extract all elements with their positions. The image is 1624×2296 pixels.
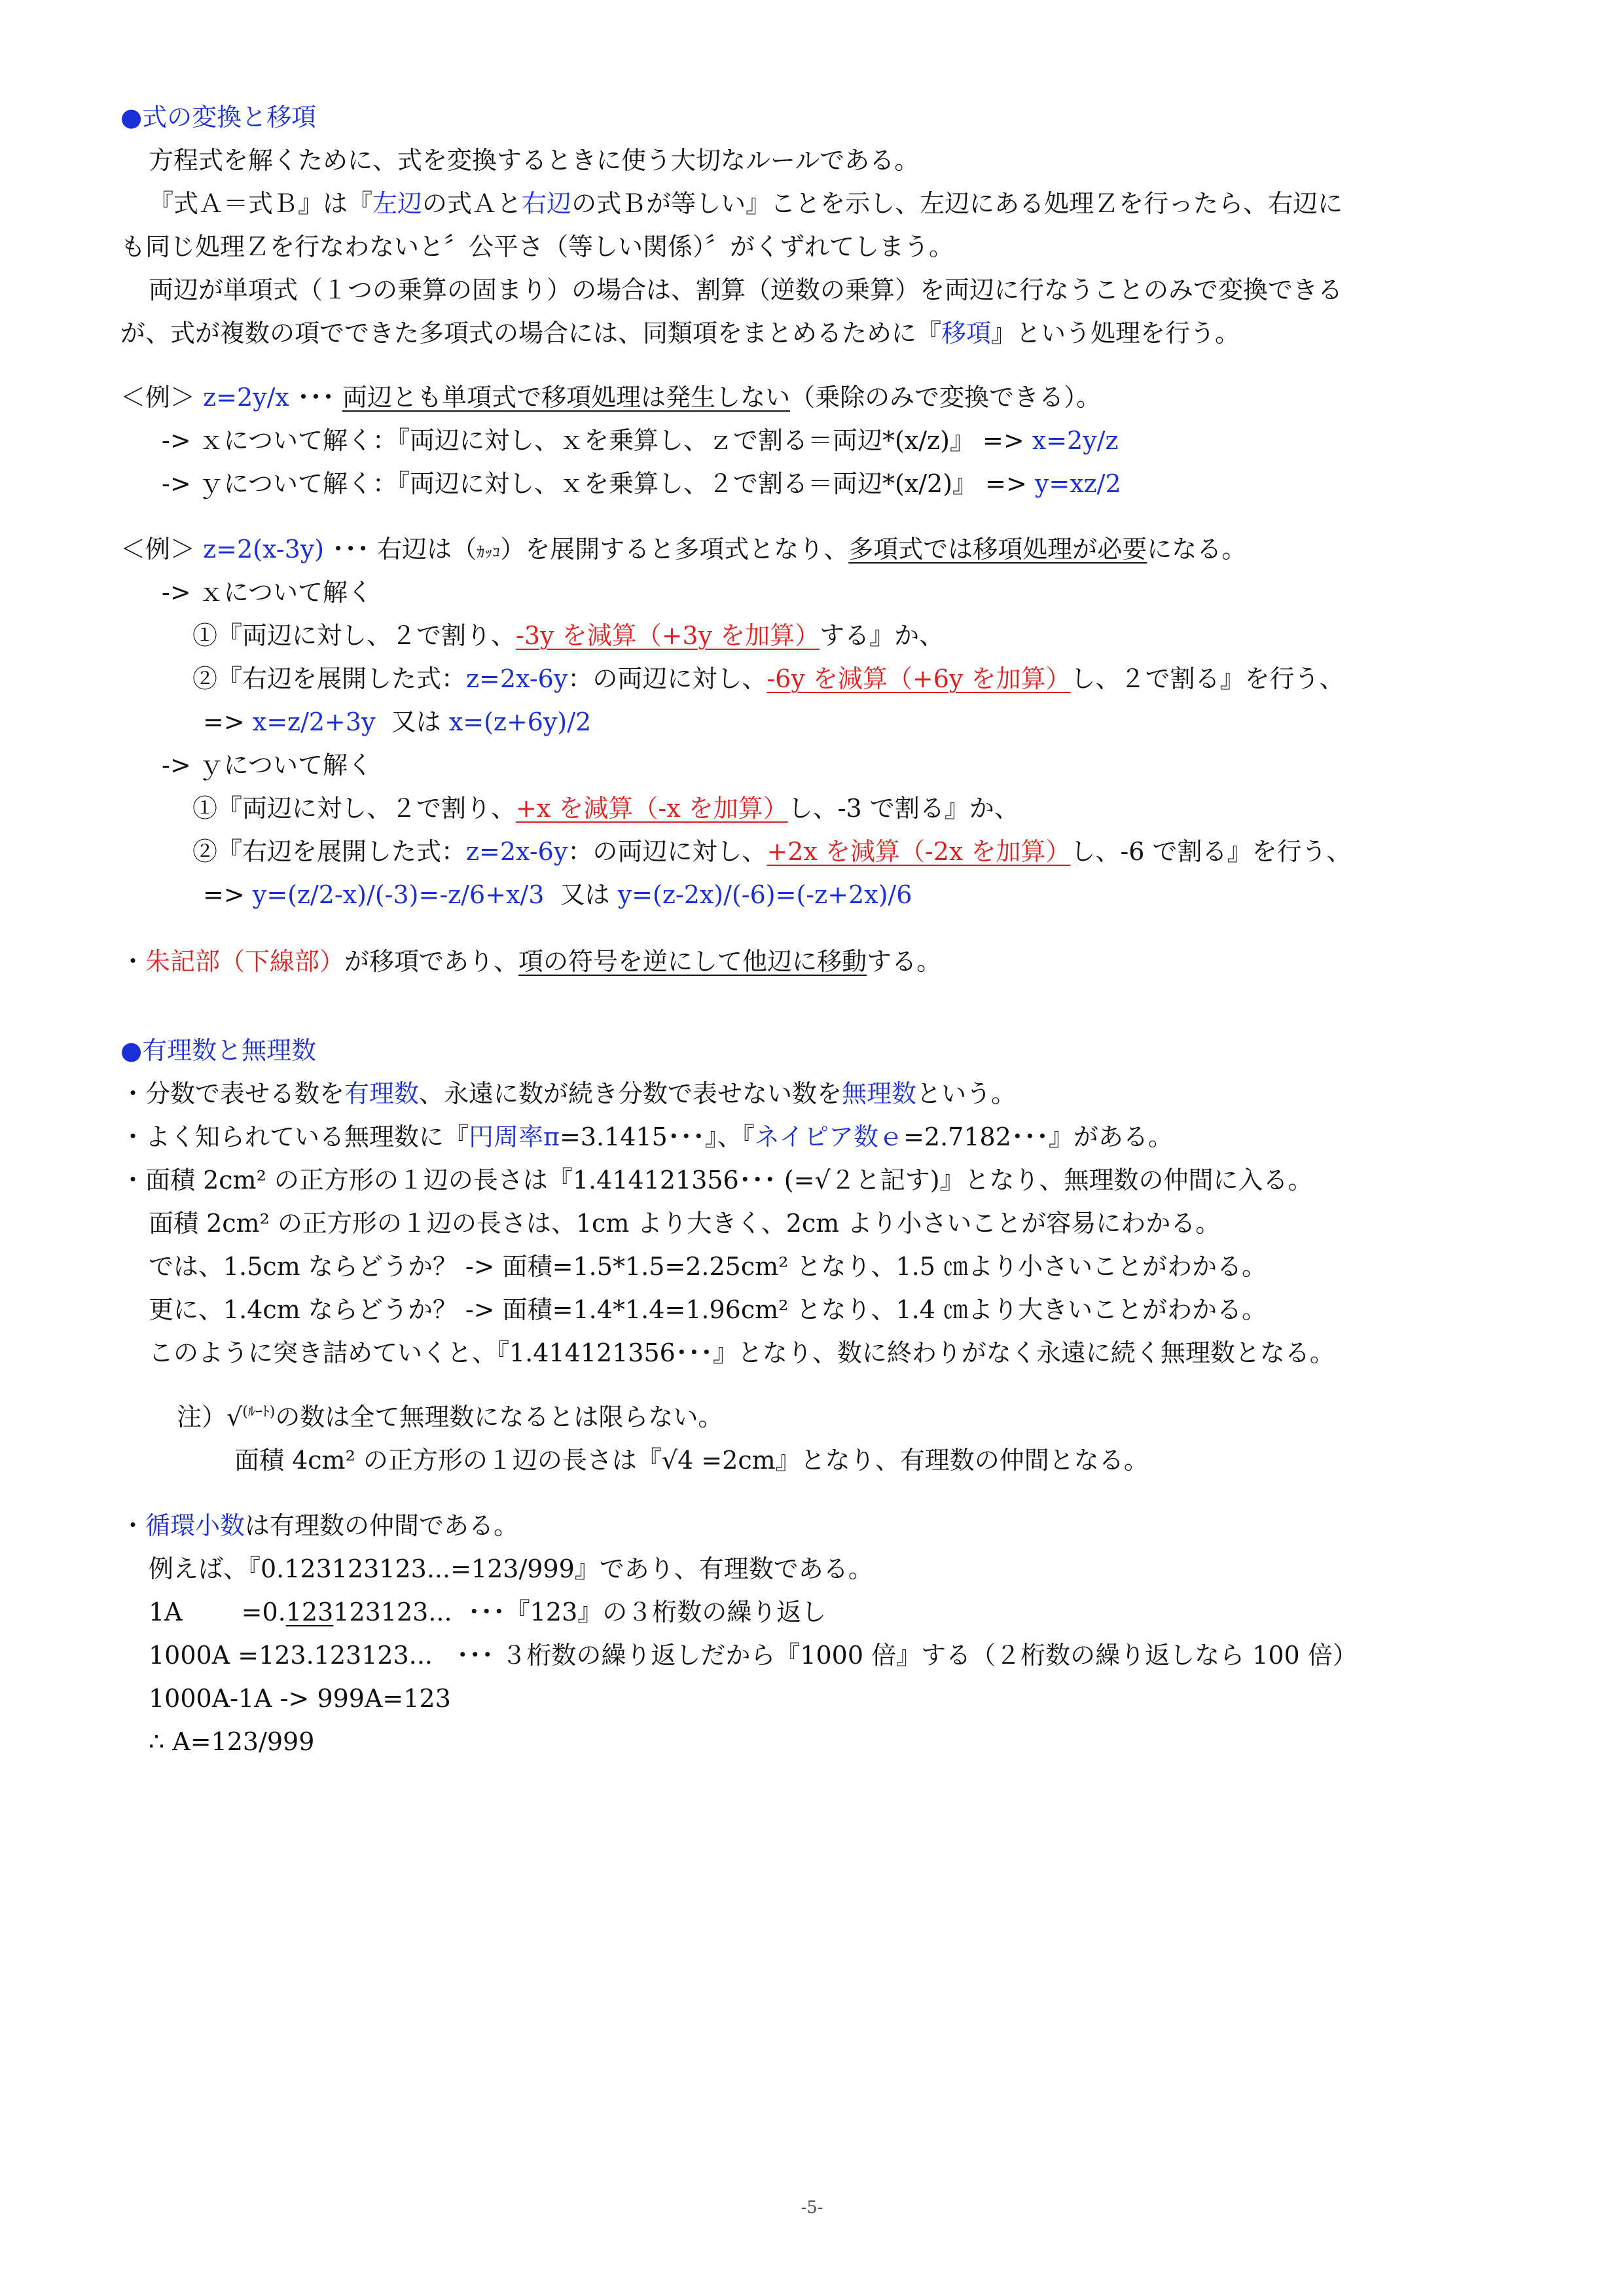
- solve-y-step-2: ②『右辺を展開した式：z=2x-6y：の両辺に対し、+2x を減算（-2x を加算）し、-6 で割る』を行う、: [192, 837, 1352, 866]
- transposition-note: ・朱記部（下線部）が移項であり、項の符号を逆にして他辺に移動する。: [120, 947, 942, 976]
- equation-1a: 1A =0.123123123... ･･･『123』の３桁数の繰り返し: [149, 1598, 827, 1626]
- equation-subtract: 1000A-1A -> 999A=123: [149, 1684, 451, 1713]
- section-heading-rational: ●有理数と無理数: [120, 1036, 317, 1065]
- paragraph-line: ・面積 2cm² の正方形の１辺の長さは『1.414121356･･･ (=√２と記す)』となり、無理数の仲間に入る。: [120, 1166, 1313, 1194]
- paragraph-line: では、1.5cm ならどうか？ -> 面積=1.5*1.5=2.25cm² となり、1.5 ㎝より小さいことがわかる。: [149, 1252, 1267, 1281]
- repeating-decimal-line: ・循環小数は有理数の仲間である。: [120, 1511, 519, 1540]
- solve-y-heading: -> ｙについて解く: [162, 751, 372, 780]
- paragraph-line: も同じ処理Ｚを行なわないと〞公平さ（等しい関係）〞がくずれてしまう。: [120, 232, 954, 261]
- solve-y-result: => y=(z/2-x)/(-3)=-z/6+x/3 又は y=(z-2x)/(-6)=(-z+2x)/6: [203, 880, 912, 909]
- equation-result: ∴ A=123/999: [149, 1727, 315, 1756]
- paragraph-line: 方程式を解くために、式を変換するときに使う大切なルールである。: [149, 146, 920, 175]
- equation-1000a: 1000A =123.123123... ･･･ ３桁数の繰り返しだから『1000 倍』する（２桁数の繰り返しなら 100 倍）: [149, 1641, 1358, 1670]
- section-heading-transformation: ●式の変換と移項: [120, 103, 317, 132]
- root-note: 注）√$^{(ﾙｰﾄ)}$の数は全て無理数になるとは限らない。: [177, 1403, 723, 1431]
- example-1-step: -> ｙについて解く：『両辺に対し、ｘを乗算し、２で割る＝両辺*(x/2)』 => y=xz/2: [162, 469, 1121, 498]
- paragraph-line: 面積 2cm² の正方形の１辺の長さは、1cm より大きく、2cm より小さいことが容易にわかる。: [149, 1209, 1221, 1238]
- solve-y-step-1: ①『両辺に対し、２で割り、+x を減算（-x を加算）し、-3 で割る』か、: [192, 794, 1019, 823]
- paragraph-line: が、式が複数の項でできた多項式の場合には、同類項をまとめるために『移項』という処理を行う。: [120, 319, 1240, 348]
- paragraph-line: 更に、1.4cm ならどうか？ -> 面積=1.4*1.4=1.96cm² となり、1.4 ㎝より大きいことがわかる。: [149, 1295, 1267, 1324]
- paragraph-line: ・分数で表せる数を有理数、永遠に数が続き分数で表せない数を無理数という。: [120, 1079, 1017, 1108]
- solve-x-heading: -> ｘについて解く: [162, 578, 372, 607]
- repeating-decimal-example: 例えば、『0.123123123...=123/999』であり、有理数である。: [149, 1554, 873, 1583]
- paragraph-line: 両辺が単項式（１つの乗算の固まり）の場合は、割算（逆数の乗算）を両辺に行なうことのみで変換できる: [149, 276, 1343, 304]
- solve-x-step-1: ①『両辺に対し、２で割り、-3y を減算（+3y を加算）する』か、: [192, 621, 945, 650]
- solve-x-step-2: ②『右辺を展開した式：z=2x-6y：の両辺に対し、-6y を減算（+6y を加算）し、２で割る』を行う、: [192, 664, 1344, 693]
- paragraph-line: 『式Ａ＝式Ｂ』は『左辺の式Ａと右辺の式Ｂが等しい』ことを示し、左辺にある処理Ｚを行ったら、右辺に: [149, 189, 1343, 218]
- example-1-step: -> ｘについて解く：『両辺に対し、ｘを乗算し、ｚで割る＝両辺*(x/z)』 => x=2y/z: [162, 426, 1119, 455]
- root-note-example: 面積 4cm² の正方形の１辺の長さは『√4 =2cm』となり、有理数の仲間となる。: [234, 1446, 1149, 1475]
- solve-x-result: => x=z/2+3y 又は x=(z+6y)/2: [203, 708, 592, 736]
- example-1-line: ＜例＞ z=2y/x ･･･ 両辺とも単項式で移項処理は発生しない（乗除のみで変換できる）。: [120, 383, 1102, 412]
- example-2-line: ＜例＞ z=2(x-3y) ･･･ 右辺は（ｶｯｺ）を展開すると多項式となり、多項式では移項処理が必要になる。: [120, 535, 1247, 564]
- page-number: -5-: [801, 2198, 823, 2217]
- paragraph-line: このように突き詰めていくと、『1.414121356･･･』となり、数に終わりがなく永遠に続く無理数となる。: [149, 1338, 1335, 1367]
- paragraph-line: ・よく知られている無理数に『円周率π=3.1415･･･』、『ネイピア数ｅ=2.7182･･･』がある。: [120, 1122, 1173, 1151]
